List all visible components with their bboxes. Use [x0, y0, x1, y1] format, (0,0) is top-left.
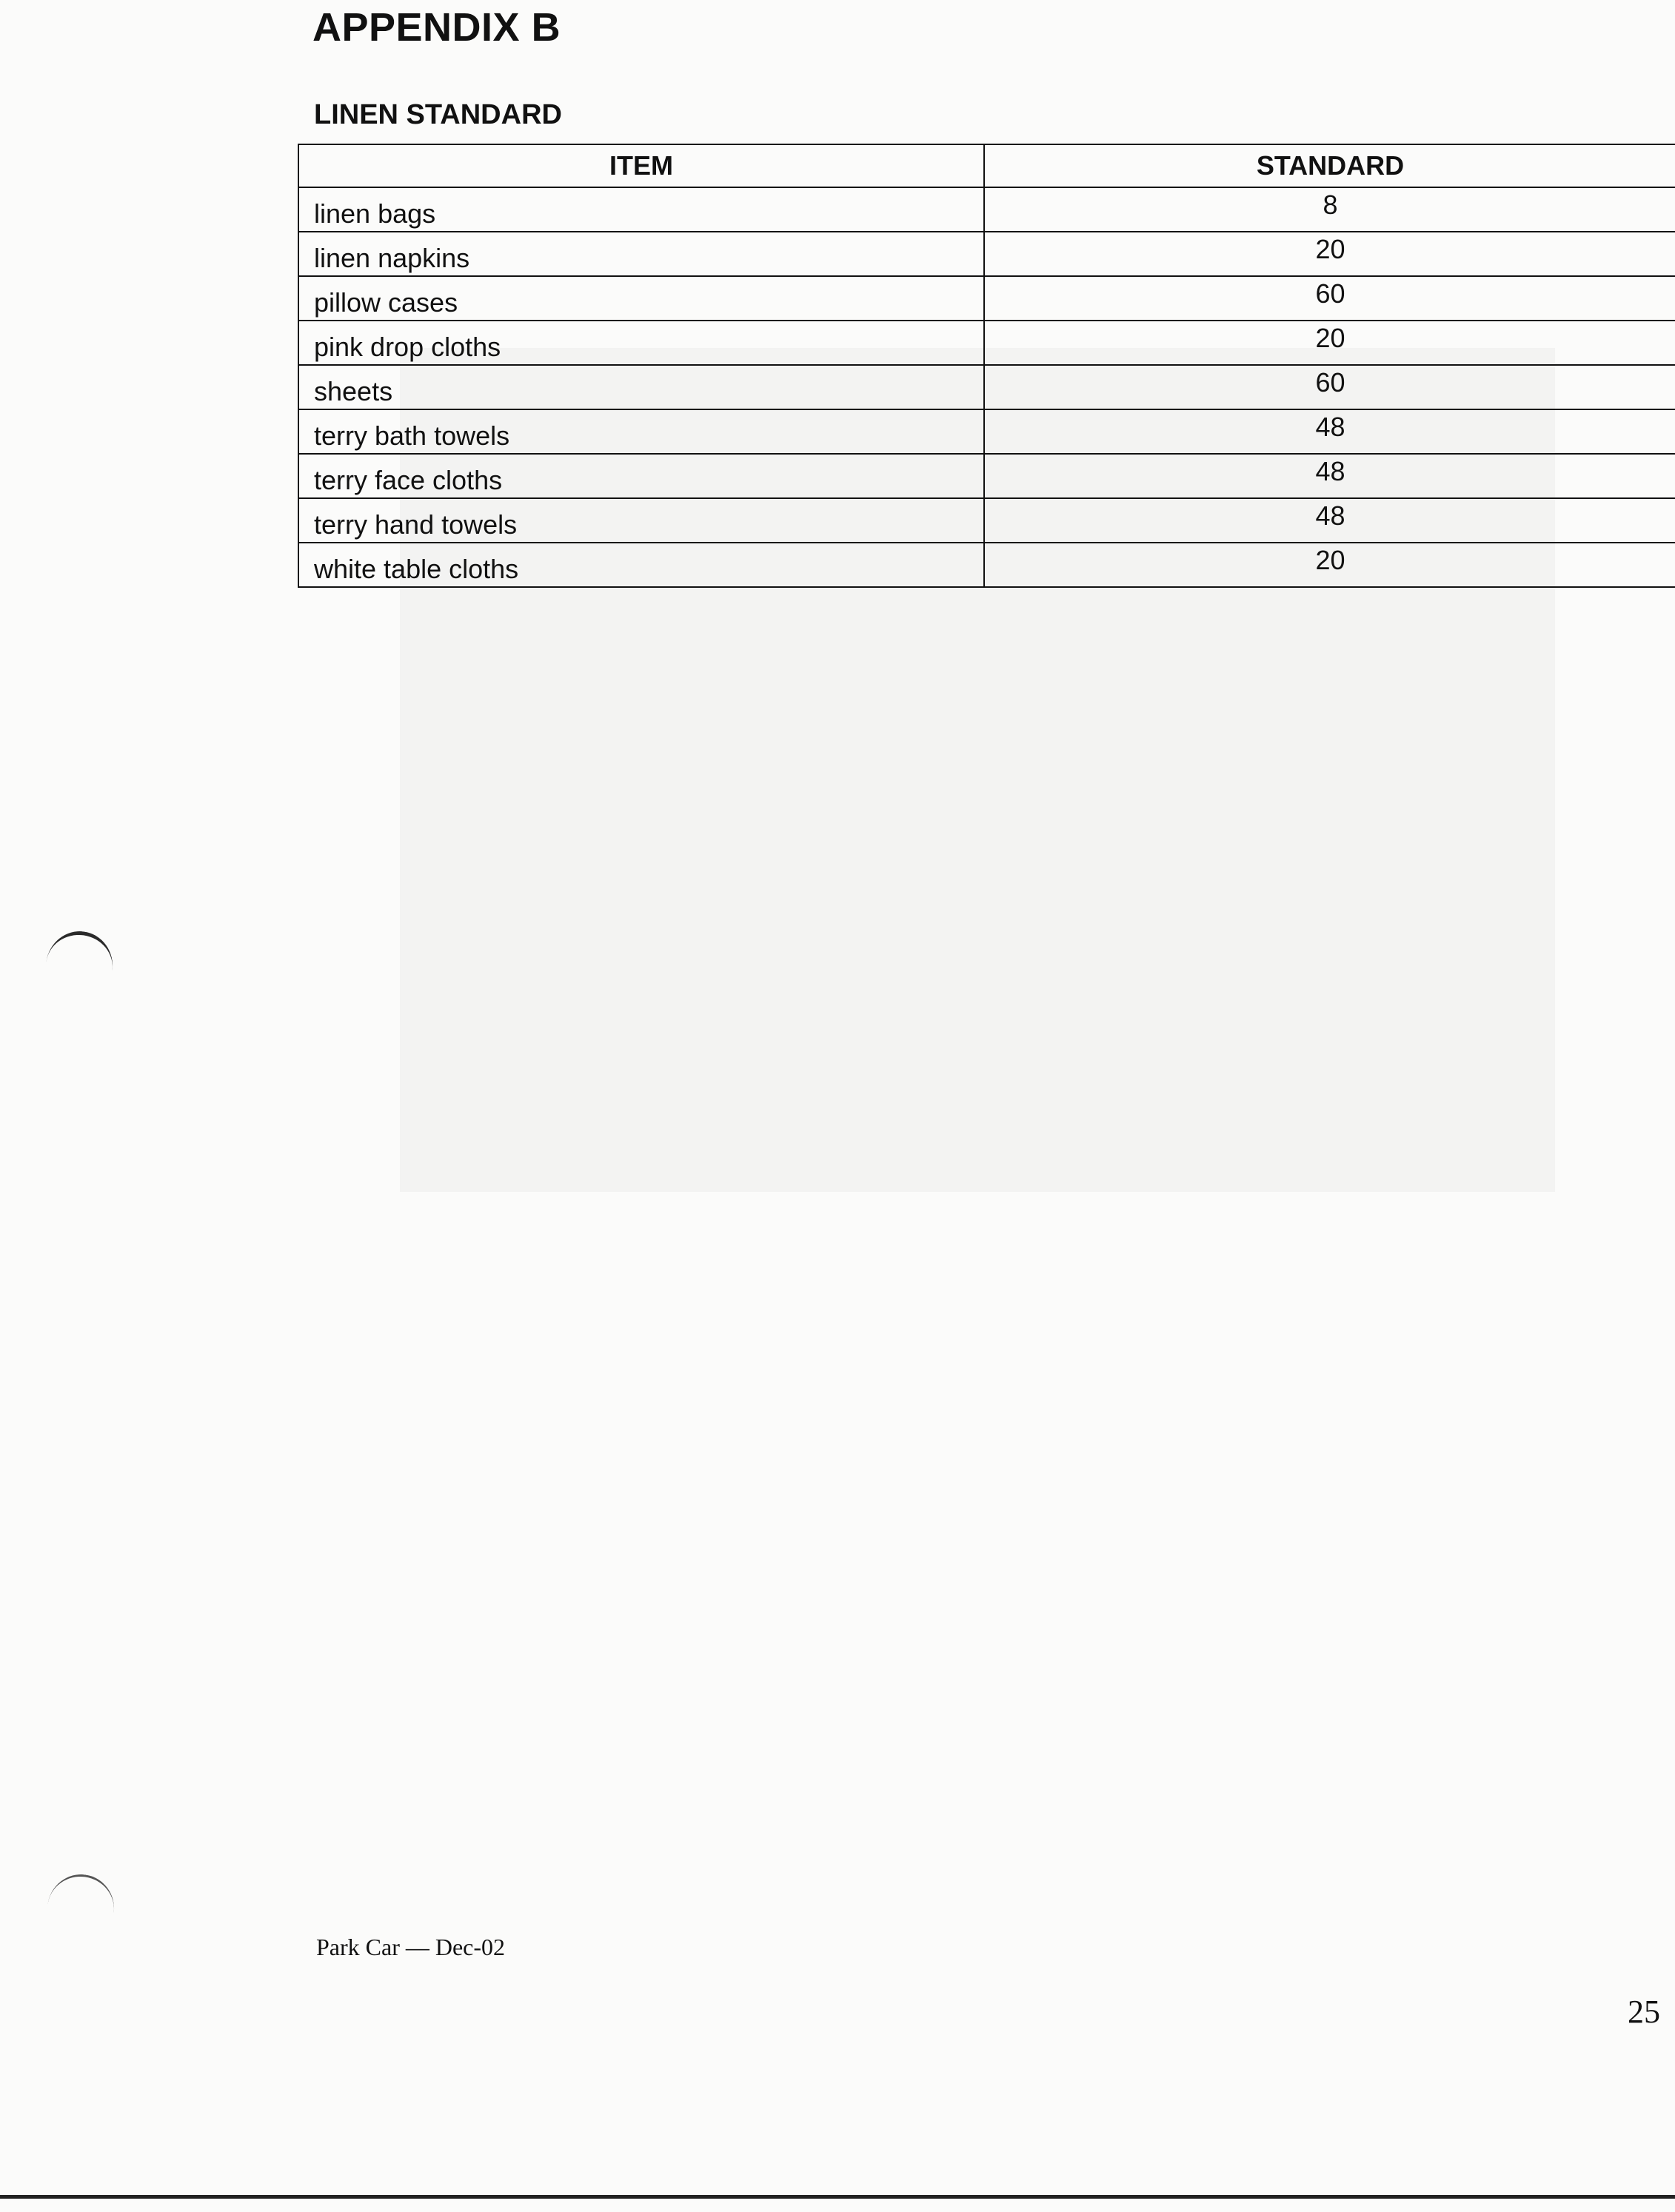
item-cell: linen napkins	[298, 232, 984, 276]
table-header-row	[298, 144, 1675, 187]
item-cell: sheets	[298, 365, 984, 409]
table-row	[298, 454, 1675, 498]
page-number: 25	[1628, 1994, 1660, 2030]
standard-cell: 60	[984, 276, 1675, 321]
page-title: APPENDIX B	[312, 5, 561, 50]
standard-cell: 20	[984, 232, 1675, 276]
item-cell: terry hand towels	[298, 498, 984, 543]
table-row	[298, 543, 1675, 587]
item-cell: pillow cases	[298, 276, 984, 321]
scan-bottom-edge	[0, 2195, 1675, 2199]
punch-hole-mark	[43, 1870, 118, 1948]
linen-standard-table	[298, 144, 1675, 588]
section-title: LINEN STANDARD	[314, 99, 562, 130]
item-cell: white table cloths	[298, 543, 984, 587]
footer-text: Park Car — Dec-02	[316, 1934, 506, 1960]
item-cell: pink drop cloths	[298, 321, 984, 365]
standard-cell: 8	[984, 187, 1675, 232]
standard-cell: 20	[984, 543, 1675, 587]
item-cell: terry bath towels	[298, 409, 984, 454]
table-row	[298, 409, 1675, 454]
standard-cell: 20	[984, 321, 1675, 365]
item-cell: terry face cloths	[298, 454, 984, 498]
table-row	[298, 498, 1675, 543]
standard-cell: 48	[984, 498, 1675, 543]
column-header-standard: STANDARD	[984, 144, 1675, 187]
table-row	[298, 276, 1675, 321]
table-row	[298, 232, 1675, 276]
table-row	[298, 365, 1675, 409]
standard-cell: 48	[984, 409, 1675, 454]
table-row	[298, 187, 1675, 232]
standard-cell: 60	[984, 365, 1675, 409]
table-row	[298, 321, 1675, 365]
punch-hole-mark	[41, 927, 117, 1006]
item-cell: linen bags	[298, 187, 984, 232]
standard-cell: 48	[984, 454, 1675, 498]
column-header-item: ITEM	[298, 144, 984, 187]
